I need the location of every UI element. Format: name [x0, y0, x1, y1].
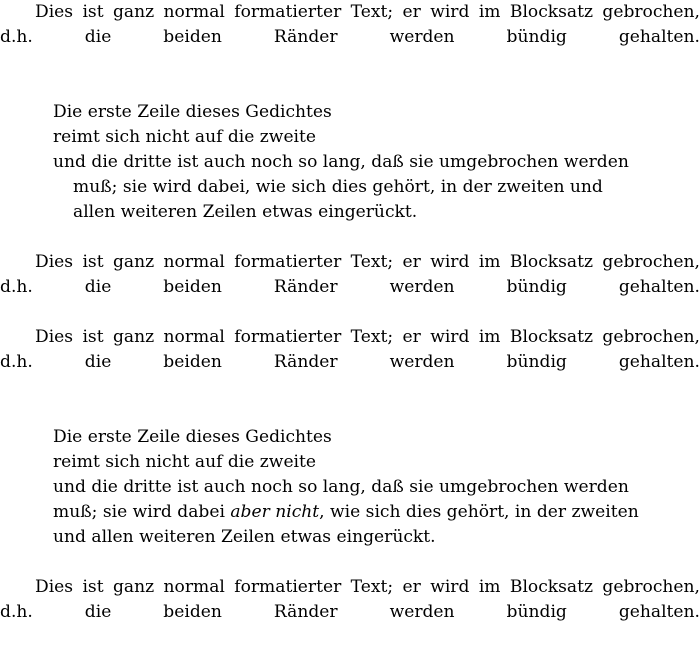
- paragraph-3: Dies ist ganz normal formatierter Text; er wird im Blocksatz gebrochen, d.h. die beiden Ränder werden bündig gehalten.: [0, 327, 700, 372]
- verse-line: und die dritte ist auch noch so lang, daß sie umgebrochen werden: [53, 477, 629, 497]
- emphasis-aber-nicht: aber nicht: [230, 502, 320, 522]
- verse-block-1: [0, 100, 700, 225]
- verse-line-with-emphasis: [0, 500, 700, 525]
- verse-block-2: [0, 425, 700, 550]
- verse-line-continuation: allen weiteren Zeilen etwas eingerückt.: [73, 202, 418, 222]
- verse-line: Die erste Zeile dieses Gedichtes: [53, 427, 332, 447]
- block-spacer: [0, 550, 700, 575]
- verse-text-after-emphasis: , wie sich dies gehört, in der zweiten: [319, 502, 639, 522]
- verse-line-continuation: muß; sie wird dabei, wie sich dies gehört, in der zweiten und: [73, 177, 603, 197]
- block-spacer: [0, 400, 700, 425]
- verse-text-before-emphasis: muß; sie wird dabei: [53, 502, 231, 522]
- paragraph-4: Dies ist ganz normal formatierter Text; er wird im Blocksatz gebrochen, d.h. die beiden Ränder werden bündig gehalten.: [0, 577, 700, 622]
- verse-line: reimt sich nicht auf die zweite: [53, 127, 317, 147]
- verse-line: Die erste Zeile dieses Gedichtes: [53, 102, 332, 122]
- paragraph-2: Dies ist ganz normal formatierter Text; er wird im Blocksatz gebrochen, d.h. die beiden Ränder werden bündig gehalten.: [0, 252, 700, 297]
- verse-line: reimt sich nicht auf die zweite: [53, 452, 317, 472]
- paragraph-1: Dies ist ganz normal formatierter Text; er wird im Blocksatz gebrochen, d.h. die beiden Ränder werden bündig gehalten.: [0, 2, 700, 47]
- verse-line: und die dritte ist auch noch so lang, daß sie umgebrochen werden: [53, 152, 629, 172]
- block-spacer: [0, 75, 700, 100]
- block-spacer: [0, 225, 700, 250]
- verse-line: und allen weiteren Zeilen etwas eingerückt.: [53, 527, 436, 547]
